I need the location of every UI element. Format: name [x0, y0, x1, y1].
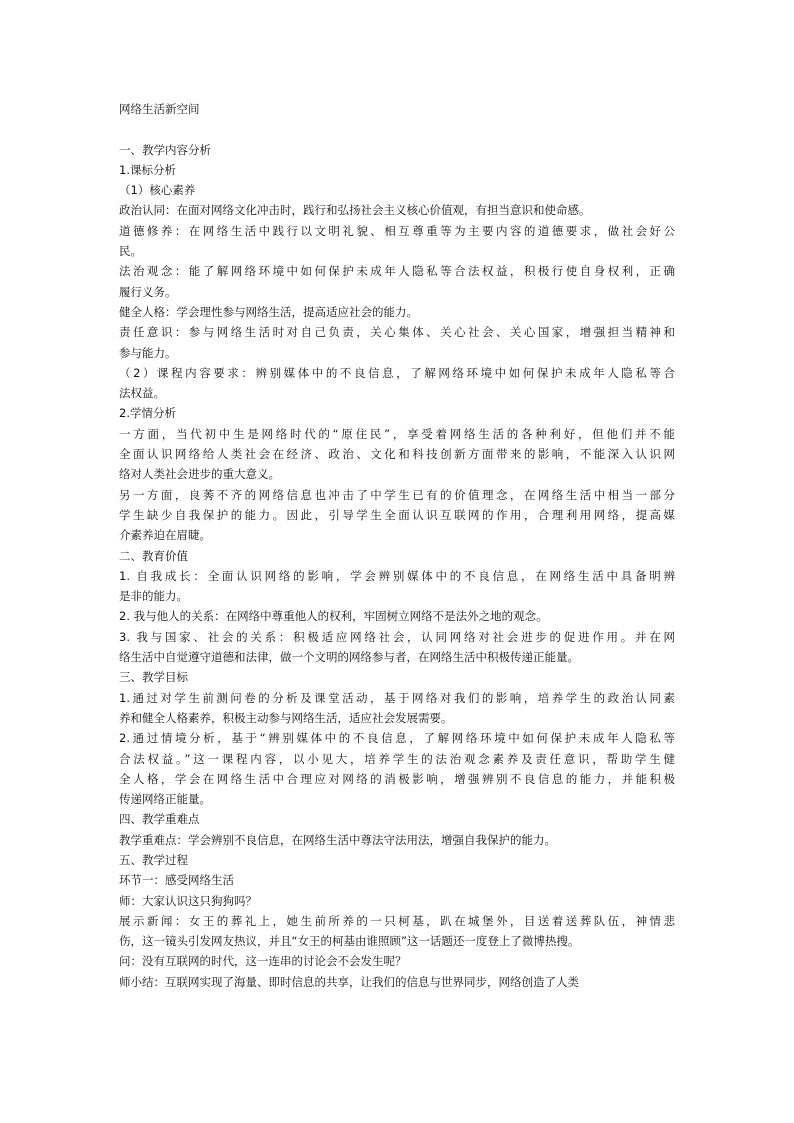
- text-line: 2.学情分析: [119, 406, 176, 421]
- blank-line: [119, 119, 675, 139]
- text-line: 一、教学内容分析: [119, 142, 211, 157]
- document-body: [119, 140, 675, 992]
- text-line: 络生活中自觉遵守道德和法律，做一个文明的网络参与者，在网络生活中积极传递正能量。: [119, 650, 579, 665]
- text-line: 道德修养：在网络生活中践行以文明礼貌、相互尊重等为主要内容的道德要求，做社会好公: [119, 223, 675, 238]
- text-line: 师：大家认识这只狗狗吗？: [119, 893, 257, 908]
- text-line: 传递网络正能量。: [119, 792, 211, 807]
- text-line: 一方面，当代初中生是网络时代的“原住民”，享受着网络生活的各种利好，但他们并不能: [119, 426, 675, 441]
- text-line: 履行义务。: [119, 284, 177, 299]
- text-line: 健全人格：学会理性参与网络生活，提高适应社会的能力。: [119, 304, 418, 319]
- text-line: 是非的能力。: [119, 589, 188, 604]
- text-line: 伤，这一镜头引发网友热议，并且“女王的柯基由谁照顾”这一话题还一度登上了微博热搜。: [119, 934, 580, 949]
- text-line: 展示新闻：女王的葬礼上，她生前所养的一只柯基，趴在城堡外，目送着送葬队伍，神情悲: [119, 913, 675, 928]
- text-line: 养和健全人格素养，积极主动参与网络生活，适应社会发展需要。: [119, 710, 453, 725]
- text-line: 责任意识：参与网络生活时对自己负责，关心集体、关心社会、关心国家，增强担当精神和: [119, 325, 675, 340]
- text-line: 教学重难点：学会辨别不良信息，在网络生活中尊法守法用法，增强自我保护的能力。: [119, 832, 556, 847]
- text-line: （2）课程内容要求：辨别媒体中的不良信息，了解网络环境中如何保护未成年人隐私等合: [119, 365, 675, 380]
- text-line: 1.通过对学生前测问卷的分析及课堂活动，基于网络对我们的影响，培养学生的政治认同素: [119, 690, 675, 705]
- text-line: 2.通过情境分析，基于“辨别媒体中的不良信息，了解网络环境中如何保护未成年人隐私等: [119, 731, 675, 746]
- text-line: 3. 我与国家、社会的关系：积极适应网络社会，认同网络对社会进步的促进作用。并在网: [119, 629, 675, 644]
- text-line: 学生缺少自我保护的能力。因此，引导学生全面认识互联网的作用，合理利用网络，提高媒: [119, 507, 675, 522]
- text-line: 参与能力。: [119, 345, 177, 360]
- text-line: 环节一：感受网络生活: [119, 873, 234, 888]
- text-line: 另一方面，良莠不齐的网络信息也冲击了中学生已有的价值理念，在网络生活中相当一部分: [119, 487, 675, 502]
- text-line: 介素养迫在眉睫。: [119, 528, 211, 543]
- text-line: 全人格，学会在网络生活中合理应对网络的消极影响，增强辨别不良信息的能力，并能积极: [119, 771, 675, 786]
- text-line: 三、教学目标: [119, 670, 188, 685]
- text-line: 五、教学过程: [119, 852, 188, 867]
- document-title: 网络生活新空间: [119, 102, 200, 116]
- text-line: 问：没有互联网的时代，这一连串的讨论会不会发生呢？: [119, 954, 407, 969]
- text-line: 络对人类社会进步的重大意义。: [119, 467, 280, 482]
- text-line: 合法权益。”这一课程内容，以小见大，培养学生的法治观念素养及责任意识，帮助学生健: [119, 751, 675, 766]
- text-line: 1. 自我成长：全面认识网络的影响，学会辨别媒体中的不良信息，在网络生活中具备明辨: [119, 568, 675, 583]
- text-line: 四、教学重难点: [119, 812, 200, 827]
- text-line: 民。: [119, 244, 142, 259]
- document-page: [119, 99, 675, 992]
- text-line: 法治观念：能了解网络环境中如何保护未成年人隐私等合法权益，积极行使自身权利，正确: [119, 264, 675, 279]
- text-line: 全面认识网络给人类社会在经济、政治、文化和科技创新方面带来的影响，不能深入认识网: [119, 447, 675, 462]
- text-line: 师小结：互联网实现了海量、即时信息的共享，让我们的信息与世界同步，网络创造了人类: [119, 974, 579, 989]
- text-line: 二、教育价值: [119, 548, 188, 563]
- text-line: 法权益。: [119, 386, 165, 401]
- text-line: 1.课标分析: [119, 162, 176, 177]
- text-line: 政治认同：在面对网络文化冲击时，践行和弘扬社会主义核心价值观，有担当意识和使命感。: [119, 203, 591, 218]
- text-line: （1）核心素养: [119, 183, 196, 198]
- text-line: 2. 我与他人的关系：在网络中尊重他人的权利，牢固树立网络不是法外之地的观念。: [119, 609, 548, 624]
